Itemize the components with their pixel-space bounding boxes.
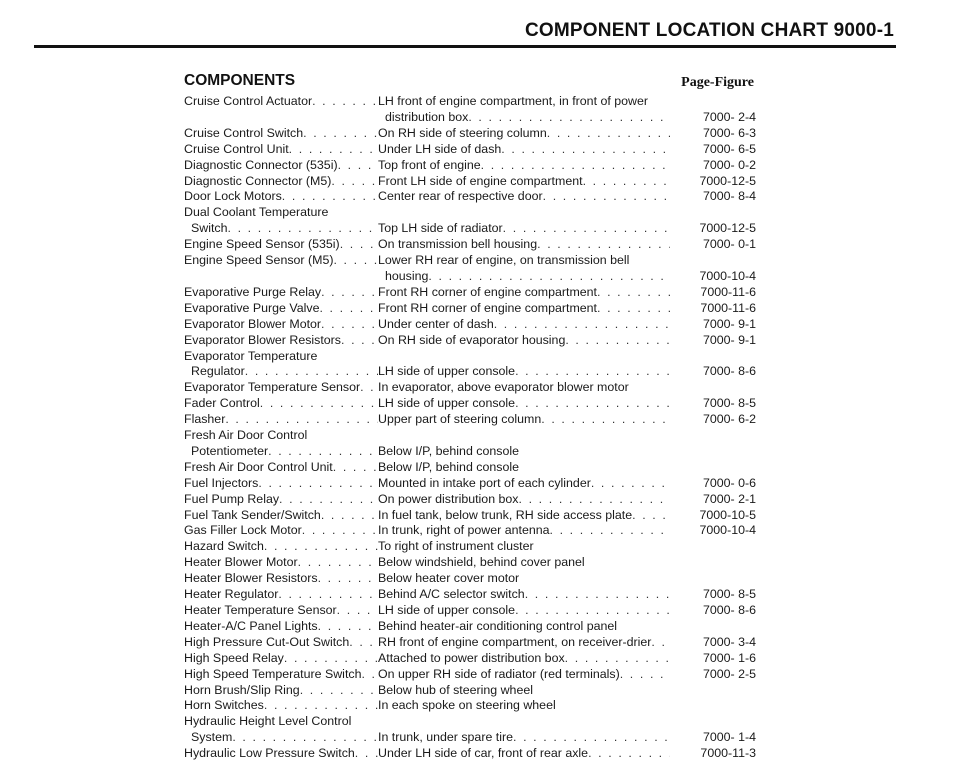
dot-leader — [260, 396, 378, 412]
component-cell — [184, 333, 378, 349]
location-text: Behind heater-air conditioning control panel — [378, 618, 618, 633]
dot-leader — [597, 301, 670, 317]
location-text: housing — [385, 268, 429, 283]
dot-leader — [651, 635, 670, 651]
table-row — [184, 539, 756, 555]
dot-leader — [319, 301, 378, 317]
dot-leader — [428, 269, 670, 285]
component-name: Horn Brush/Slip Ring — [184, 682, 300, 697]
component-name: Potentiometer — [191, 443, 269, 458]
dot-leader — [337, 603, 378, 619]
dot-leader — [340, 237, 378, 253]
location-cell — [378, 539, 670, 555]
location-text: In trunk, right of power antenna — [378, 523, 550, 538]
component-cell — [184, 603, 378, 619]
page-figure-cell: 7000- 0-2 — [702, 157, 756, 172]
table-row — [184, 205, 756, 221]
component-name: Heater Blower Motor — [184, 555, 298, 570]
page-figure-cell: 7000- 2-5 — [702, 666, 756, 681]
page-figure-cell: 7000-11-6 — [700, 300, 756, 315]
section-title: COMPONENTS — [184, 72, 296, 89]
location-text: Below hub of steering wheel — [378, 682, 533, 697]
page-figure-cell: 7000- 2-1 — [702, 491, 756, 506]
table-row — [184, 349, 756, 365]
component-name: Evaporative Purge Valve — [184, 300, 320, 315]
location-text: Below heater cover motor — [378, 571, 520, 586]
dot-leader — [565, 333, 670, 349]
dot-leader — [360, 380, 378, 396]
component-cell — [184, 460, 378, 476]
table-row — [184, 380, 756, 396]
component-cell — [184, 285, 378, 301]
component-cell — [184, 428, 378, 444]
location-text: On RH side of steering column — [378, 125, 547, 140]
location-text: LH side of upper console — [378, 364, 516, 379]
component-name: Hydraulic Height Level Control — [184, 714, 352, 729]
table-row — [184, 492, 756, 508]
table-row — [184, 333, 756, 349]
component-name: Fuel Pump Relay — [184, 491, 280, 506]
dot-leader — [494, 317, 670, 333]
page-figure-cell: 7000-12-5 — [699, 173, 756, 188]
dot-leader — [355, 746, 378, 762]
location-text: Front RH corner of engine compartment — [378, 300, 597, 315]
dot-leader — [298, 555, 378, 571]
dot-leader — [264, 698, 378, 714]
location-cell — [378, 603, 670, 619]
component-name: High Speed Temperature Switch — [184, 666, 362, 681]
page-figure-column-label: Page-Figure — [681, 75, 754, 90]
location-text: Center rear of respective door — [378, 189, 543, 204]
dot-leader — [300, 683, 378, 699]
table-row — [184, 396, 756, 412]
component-name: Flasher — [184, 412, 226, 427]
dot-leader — [289, 142, 378, 158]
page-figure-cell: 7000-11-3 — [700, 746, 756, 761]
component-name: Heater Temperature Sensor — [184, 603, 337, 617]
component-cell — [184, 555, 378, 571]
table-row — [184, 698, 756, 714]
page-figure-cell: 7000- 8-6 — [702, 364, 756, 379]
page-figure-cell: 7000- 9-1 — [702, 316, 756, 331]
dot-leader — [501, 142, 670, 158]
dot-leader — [341, 333, 378, 349]
component-cell — [184, 142, 378, 158]
component-name: Fuel Tank Sender/Switch — [184, 507, 321, 522]
dot-leader — [279, 492, 378, 508]
dot-leader — [550, 523, 670, 539]
table-row — [184, 508, 756, 524]
dot-leader — [503, 221, 670, 237]
dot-leader — [349, 635, 378, 651]
dot-leader — [543, 189, 670, 205]
dot-leader — [361, 667, 378, 683]
component-name: Evaporator Blower Resistors — [184, 332, 342, 347]
component-cell — [184, 412, 378, 428]
table-row — [184, 269, 756, 285]
location-text: Below windshield, behind cover panel — [378, 555, 585, 570]
component-name: Diagnostic Connector (M5) — [184, 173, 332, 188]
dot-leader — [541, 412, 670, 428]
table-row — [184, 523, 756, 539]
table-row — [184, 174, 756, 190]
location-cell — [378, 94, 670, 110]
location-text: Under center of dash — [378, 316, 494, 331]
page-figure-cell: 7000- 6-2 — [702, 412, 756, 427]
component-cell — [184, 205, 378, 221]
page-figure-cell: 7000- 8-5 — [702, 587, 756, 602]
dot-leader — [513, 730, 670, 746]
location-cell — [378, 285, 670, 301]
page-figure-cell: 7000- 9-1 — [702, 332, 756, 347]
table-row — [184, 635, 756, 651]
component-name: Engine Speed Sensor (535i) — [184, 237, 340, 252]
dot-leader — [333, 460, 378, 476]
location-cell — [378, 651, 670, 667]
component-cell — [184, 587, 378, 603]
table-row — [184, 587, 756, 603]
table-row — [184, 714, 756, 730]
component-name: Gas Filler Lock Motor — [184, 523, 302, 538]
location-text: Front LH side of engine compartment — [378, 173, 583, 188]
dot-leader — [321, 508, 378, 524]
dot-leader — [547, 126, 670, 142]
location-cell — [378, 333, 670, 349]
location-text: In evaporator, above evaporator blower motor — [378, 380, 629, 395]
location-text: On power distribution box — [378, 491, 519, 506]
location-text: Lower RH rear of engine, on transmission bell — [378, 253, 630, 268]
dot-leader — [284, 651, 378, 667]
component-cell — [184, 349, 378, 365]
dot-leader — [565, 651, 670, 667]
location-cell — [378, 683, 670, 699]
component-cell — [184, 158, 378, 174]
dot-leader — [597, 285, 670, 301]
table-row — [184, 317, 756, 333]
table-row — [184, 237, 756, 253]
dot-leader — [258, 476, 378, 492]
dot-leader — [632, 508, 670, 524]
dot-leader — [302, 523, 378, 539]
component-name: Evaporator Temperature — [184, 348, 318, 363]
location-text: LH side of upper console — [378, 396, 516, 411]
component-cell — [184, 714, 378, 730]
dot-leader — [333, 253, 378, 269]
component-cell — [184, 492, 378, 508]
dot-leader — [481, 158, 670, 174]
component-name: Hazard Switch — [184, 539, 264, 554]
location-text: Under LH side of dash — [378, 141, 502, 156]
table-row — [184, 476, 756, 492]
dot-leader — [245, 364, 378, 380]
dot-leader — [321, 317, 378, 333]
header-rule — [34, 45, 896, 48]
table-row — [184, 746, 756, 762]
location-cell — [378, 301, 670, 317]
location-text: Top LH side of radiator — [378, 221, 503, 236]
component-cell — [184, 126, 378, 142]
location-text: On upper RH side of radiator (red terminals) — [378, 666, 620, 681]
location-cell — [378, 221, 670, 237]
table-row — [184, 364, 756, 380]
page-figure-cell: 7000- 0-1 — [702, 237, 756, 252]
dot-leader — [537, 237, 670, 253]
component-cell — [184, 746, 378, 762]
component-name: Cruise Control Switch — [184, 125, 304, 140]
component-cell — [184, 476, 378, 492]
location-text: Below I/P, behind console — [378, 443, 519, 458]
component-cell — [184, 237, 378, 253]
location-cell — [378, 460, 670, 476]
dot-leader — [620, 667, 670, 683]
component-name: Regulator — [191, 364, 245, 379]
component-name: Cruise Control Unit — [184, 141, 289, 156]
location-cell — [378, 492, 670, 508]
dot-leader — [515, 396, 670, 412]
dot-leader — [228, 221, 379, 237]
location-text: LH side of upper console — [378, 603, 516, 617]
dot-leader — [232, 730, 378, 746]
component-cell — [184, 380, 378, 396]
component-cell — [184, 667, 378, 683]
page-title: COMPONENT LOCATION CHART 9000-1 — [525, 20, 894, 41]
component-name: Heater Regulator — [184, 587, 279, 602]
location-text: In each spoke on steering wheel — [378, 698, 556, 713]
location-cell — [378, 158, 670, 174]
location-cell — [378, 396, 670, 412]
page-figure-cell: 7000- 0-6 — [702, 475, 756, 490]
component-table — [184, 94, 756, 762]
component-cell — [184, 94, 378, 110]
component-cell — [184, 619, 378, 635]
location-text: On RH side of evaporator housing — [378, 332, 566, 347]
dot-leader — [312, 94, 378, 110]
page-figure-cell: 7000- 2-4 — [702, 109, 756, 124]
page-figure-cell: 7000- 8-4 — [702, 189, 756, 204]
table-row — [184, 444, 756, 460]
component-name: Door Lock Motors — [184, 189, 282, 204]
dot-leader — [264, 539, 378, 555]
dot-leader — [468, 110, 670, 126]
location-text: Below I/P, behind console — [378, 459, 519, 474]
table-row — [184, 667, 756, 683]
table-row — [184, 158, 756, 174]
location-cell — [378, 587, 670, 603]
table-row — [184, 189, 756, 205]
location-cell — [378, 555, 670, 571]
component-cell — [184, 523, 378, 539]
location-text: Under LH side of car, front of rear axle — [378, 746, 589, 761]
location-cell — [378, 317, 670, 333]
location-cell — [378, 380, 670, 396]
dot-leader — [515, 364, 670, 380]
table-row — [184, 683, 756, 699]
component-name: Hydraulic Low Pressure Switch — [184, 746, 355, 761]
dot-leader — [588, 746, 670, 762]
component-name: Horn Switches — [184, 698, 264, 713]
component-name: Dual Coolant Temperature — [184, 205, 329, 220]
location-text: LH front of engine compartment, in front of power — [378, 94, 648, 108]
component-name: Heater Blower Resistors — [184, 571, 318, 586]
component-cell — [184, 444, 378, 460]
component-name: Diagnostic Connector (535i) — [184, 157, 338, 172]
component-name: Switch — [191, 221, 228, 236]
location-cell — [378, 619, 670, 635]
location-cell — [378, 142, 670, 158]
component-cell — [184, 221, 378, 237]
component-cell — [184, 571, 378, 587]
location-text: In trunk, under spare tire — [378, 730, 513, 745]
dot-leader — [338, 158, 378, 174]
dot-leader — [331, 174, 378, 190]
table-row — [184, 571, 756, 587]
location-cell — [378, 253, 670, 269]
location-text: To right of instrument cluster — [378, 539, 534, 554]
dot-leader — [318, 619, 378, 635]
component-name: System — [191, 730, 233, 745]
location-cell — [378, 269, 670, 285]
dot-leader — [318, 571, 378, 587]
page-figure-cell: 7000- 8-5 — [702, 396, 756, 411]
component-cell — [184, 508, 378, 524]
location-text: On transmission bell housing — [378, 237, 538, 252]
location-cell — [378, 189, 670, 205]
component-cell — [184, 253, 378, 269]
location-cell — [378, 508, 670, 524]
location-cell — [378, 667, 670, 683]
page-header — [0, 20, 960, 50]
location-text: Attached to power distribution box — [378, 650, 565, 665]
dot-leader — [268, 444, 378, 460]
page-figure-cell: 7000-11-6 — [700, 284, 756, 299]
location-cell — [378, 635, 670, 651]
dot-leader — [515, 603, 670, 619]
location-cell — [378, 476, 670, 492]
table-row — [184, 619, 756, 635]
page-figure-cell: 7000- 6-3 — [702, 125, 756, 140]
table-row — [184, 94, 756, 110]
component-name: Fuel Injectors — [184, 475, 259, 490]
table-row — [184, 110, 756, 126]
dot-leader — [525, 587, 670, 603]
table-row — [184, 730, 756, 746]
location-cell — [378, 126, 670, 142]
page-figure-cell: 7000- 1-6 — [702, 650, 756, 665]
component-cell — [184, 683, 378, 699]
dot-leader — [303, 126, 378, 142]
table-row — [184, 285, 756, 301]
component-cell — [184, 317, 378, 333]
component-name: Fader Control — [184, 396, 260, 411]
component-name: Heater-A/C Panel Lights — [184, 618, 318, 633]
location-cell — [378, 444, 670, 460]
dot-leader — [583, 174, 670, 190]
page-figure-cell: 7000- 3-4 — [702, 634, 756, 649]
location-cell — [378, 698, 670, 714]
table-row — [184, 651, 756, 667]
location-text: distribution box — [385, 109, 469, 124]
location-cell — [378, 364, 670, 380]
page-figure-cell: 7000-10-4 — [699, 523, 756, 538]
component-name: Evaporator Blower Motor — [184, 316, 322, 331]
location-cell — [378, 523, 670, 539]
component-name: High Speed Relay — [184, 650, 284, 665]
page-figure-cell: 7000- 6-5 — [702, 141, 756, 156]
dot-leader — [321, 285, 378, 301]
dot-leader — [591, 476, 670, 492]
component-name: Evaporative Purge Relay — [184, 284, 322, 299]
page-figure-cell: 7000-10-5 — [699, 507, 756, 522]
location-text: Top front of engine — [378, 157, 481, 172]
table-row — [184, 253, 756, 269]
component-cell — [184, 174, 378, 190]
location-cell — [378, 730, 670, 746]
table-row — [184, 142, 756, 158]
component-name: Fresh Air Door Control — [184, 428, 308, 443]
component-name: High Pressure Cut-Out Switch — [184, 634, 350, 649]
location-cell — [378, 110, 670, 126]
component-cell — [184, 364, 378, 380]
location-cell — [378, 237, 670, 253]
location-cell — [378, 412, 670, 428]
location-text: Upper part of steering column — [378, 412, 542, 427]
location-cell — [378, 174, 670, 190]
component-name: Evaporator Temperature Sensor — [184, 380, 361, 395]
page-figure-cell: 7000- 8-6 — [702, 603, 756, 617]
dot-leader — [225, 412, 378, 428]
component-name: Fresh Air Door Control Unit — [184, 459, 333, 474]
dot-leader — [519, 492, 670, 508]
table-row — [184, 221, 756, 237]
location-text: Front RH corner of engine compartment — [378, 284, 597, 299]
location-text: Behind A/C selector switch — [378, 587, 525, 602]
dot-leader — [282, 189, 378, 205]
table-row — [184, 412, 756, 428]
table-row — [184, 301, 756, 317]
page-figure-cell: 7000-10-4 — [699, 268, 756, 283]
location-cell — [378, 571, 670, 587]
location-text: In fuel tank, below trunk, RH side access plate — [378, 507, 633, 522]
table-row — [184, 555, 756, 571]
table-row — [184, 603, 756, 619]
component-cell — [184, 635, 378, 651]
table-row — [184, 428, 756, 444]
component-cell — [184, 301, 378, 317]
dot-leader — [278, 587, 378, 603]
location-cell — [378, 746, 670, 762]
page-figure-cell: 7000- 1-4 — [702, 730, 756, 745]
component-name: Engine Speed Sensor (M5) — [184, 253, 334, 268]
component-cell — [184, 189, 378, 205]
component-cell — [184, 698, 378, 714]
location-text: RH front of engine compartment, on receiver-drier — [378, 634, 652, 649]
location-text: Mounted in intake port of each cylinder — [378, 475, 591, 490]
component-cell — [184, 651, 378, 667]
component-cell — [184, 730, 378, 746]
component-cell — [184, 539, 378, 555]
component-cell — [184, 396, 378, 412]
table-row — [184, 460, 756, 476]
table-row — [184, 126, 756, 142]
page-figure-cell: 7000-12-5 — [699, 221, 756, 236]
component-name: Cruise Control Actuator — [184, 94, 313, 108]
